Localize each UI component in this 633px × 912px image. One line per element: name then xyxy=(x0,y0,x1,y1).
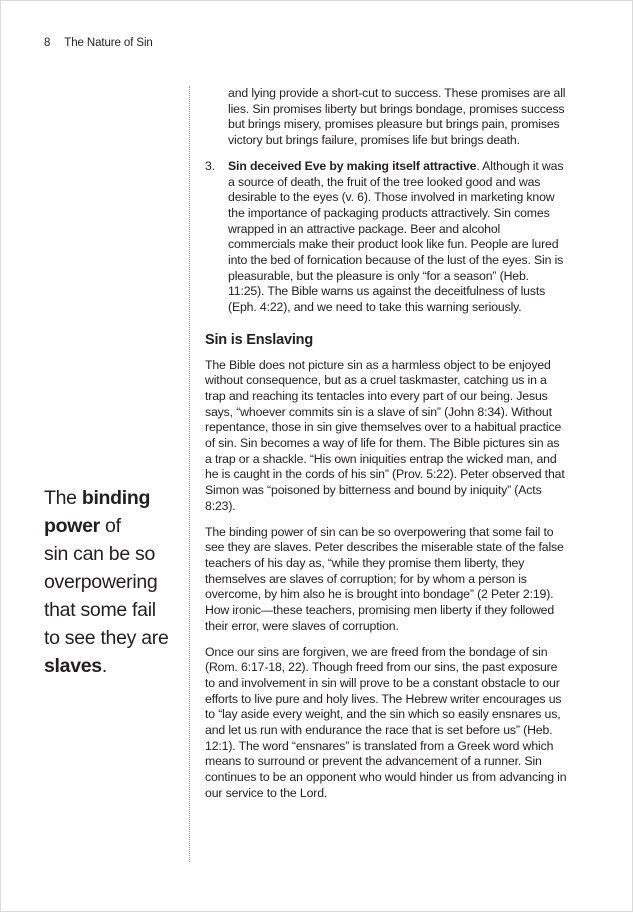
list-item-text xyxy=(228,159,567,316)
pull-quote xyxy=(44,484,194,680)
list-item-number: 3. xyxy=(205,158,215,173)
book-title: The Nature of Sin xyxy=(64,37,153,49)
dotted-vertical-rule xyxy=(189,86,190,862)
paragraph xyxy=(205,645,567,802)
paragraph xyxy=(205,358,567,515)
text-run: Once our sins are forgiven, we are freed from the bondage of sin (Rom. 6:17-18, 22). Though freed from our sins, the past exposure to and involvement in sin will prove to be a constant obstacle to our efforts to live pure and holy lives. The Hebrew writer encourages us to “lay aside every weight, and the sin which so easily ensnares us, and let us run with endurance the race that is set before us” (Heb. 12:1). The word “ensnares” is translated from a Greek word which means to surround or prevent the advancement of a runner. Sin continues to be an opponent who would hinder us from advancing in our service to the Lord. xyxy=(205,644,567,800)
bold-text-run: Sin deceived Eve by making itself attractive xyxy=(228,158,477,173)
section-heading: Sin is Enslaving xyxy=(205,331,313,348)
main-text-column xyxy=(205,86,567,812)
numbered-list-item xyxy=(205,159,567,316)
pull-quote-line xyxy=(44,484,194,512)
bold-text-run: slaves xyxy=(44,655,102,677)
text-run: The Bible does not picture sin as a harmless object to be enjoyed without consequence, but as a cruel taskmaster, catching us in a trap and reaching its tentacles into every part of our being. Jesus says, “whoever commits sin is a slave of sin” (John 8:34). Without repentance, those in sin give themselves over to a habitual practice of sin. Sin becomes a way of life for them. The Bible pictures sin as a trap or a shackle. “His own iniquities entrap the wicked man, and he is caught in the cords of his sin” (Prov. 5:22). Peter observed that Simon was “poisoned by bitterness and bound by iniquity” (Acts 8:23). xyxy=(205,357,565,513)
paragraph xyxy=(228,86,567,149)
pull-quote-line xyxy=(44,652,194,680)
paragraph xyxy=(205,525,567,635)
text-run: overpowering xyxy=(44,571,158,593)
text-run: of xyxy=(99,515,121,537)
text-run: The binding power of sin can be so overpowering that some fail to see they are slaves. Peter describes the miserable state of the false teachers of his day as, “while they promise them liberty, they themselves are slaves of corruption; for by whom a person is overcome, by him also he is brought into bondage” (2 Peter 2:19). How ironic—these teachers, promising men liberty if they followed their error, were slaves of corruption. xyxy=(205,524,564,633)
page-number: 8 xyxy=(44,37,51,49)
bold-text-run: power xyxy=(44,515,100,537)
text-run: The xyxy=(44,487,82,509)
text-run: to see they are xyxy=(44,627,169,649)
text-run: and lying provide a short-cut to success. These promises are all lies. Sin promises liberty but brings bondage, promises success but brings misery, promises pleasure but brings pain, promises victory but brings failure, promises life but brings death. xyxy=(228,86,566,148)
pull-quote-line xyxy=(44,512,194,540)
running-header xyxy=(44,37,153,49)
text-run: that some fail xyxy=(44,599,156,621)
pull-quote-line xyxy=(44,596,194,624)
text-run: sin can be so xyxy=(44,543,156,565)
pull-quote-line xyxy=(44,568,194,596)
text-run: . xyxy=(101,655,107,677)
pull-quote-line xyxy=(44,624,194,652)
pull-quote-line xyxy=(44,540,194,568)
text-run: . Although it was a source of death, the fruit of the tree looked good and was desirable to the eyes (v. 6). Those involved in marketing know the importance of packaging products attractively. Sin comes wrapped in an attractive package. Beer and alcohol commercials make their product look like fun. People are lured into the bed of fornication because of the lust of the eyes. Sin is pleasurable, but the pleasure is only “for a season” (Heb. 11:25). The Bible warns us against the deceitfulness of lusts (Eph. 4:22), and we need to take this warning seriously. xyxy=(228,158,564,315)
bold-text-run: binding xyxy=(81,487,151,509)
